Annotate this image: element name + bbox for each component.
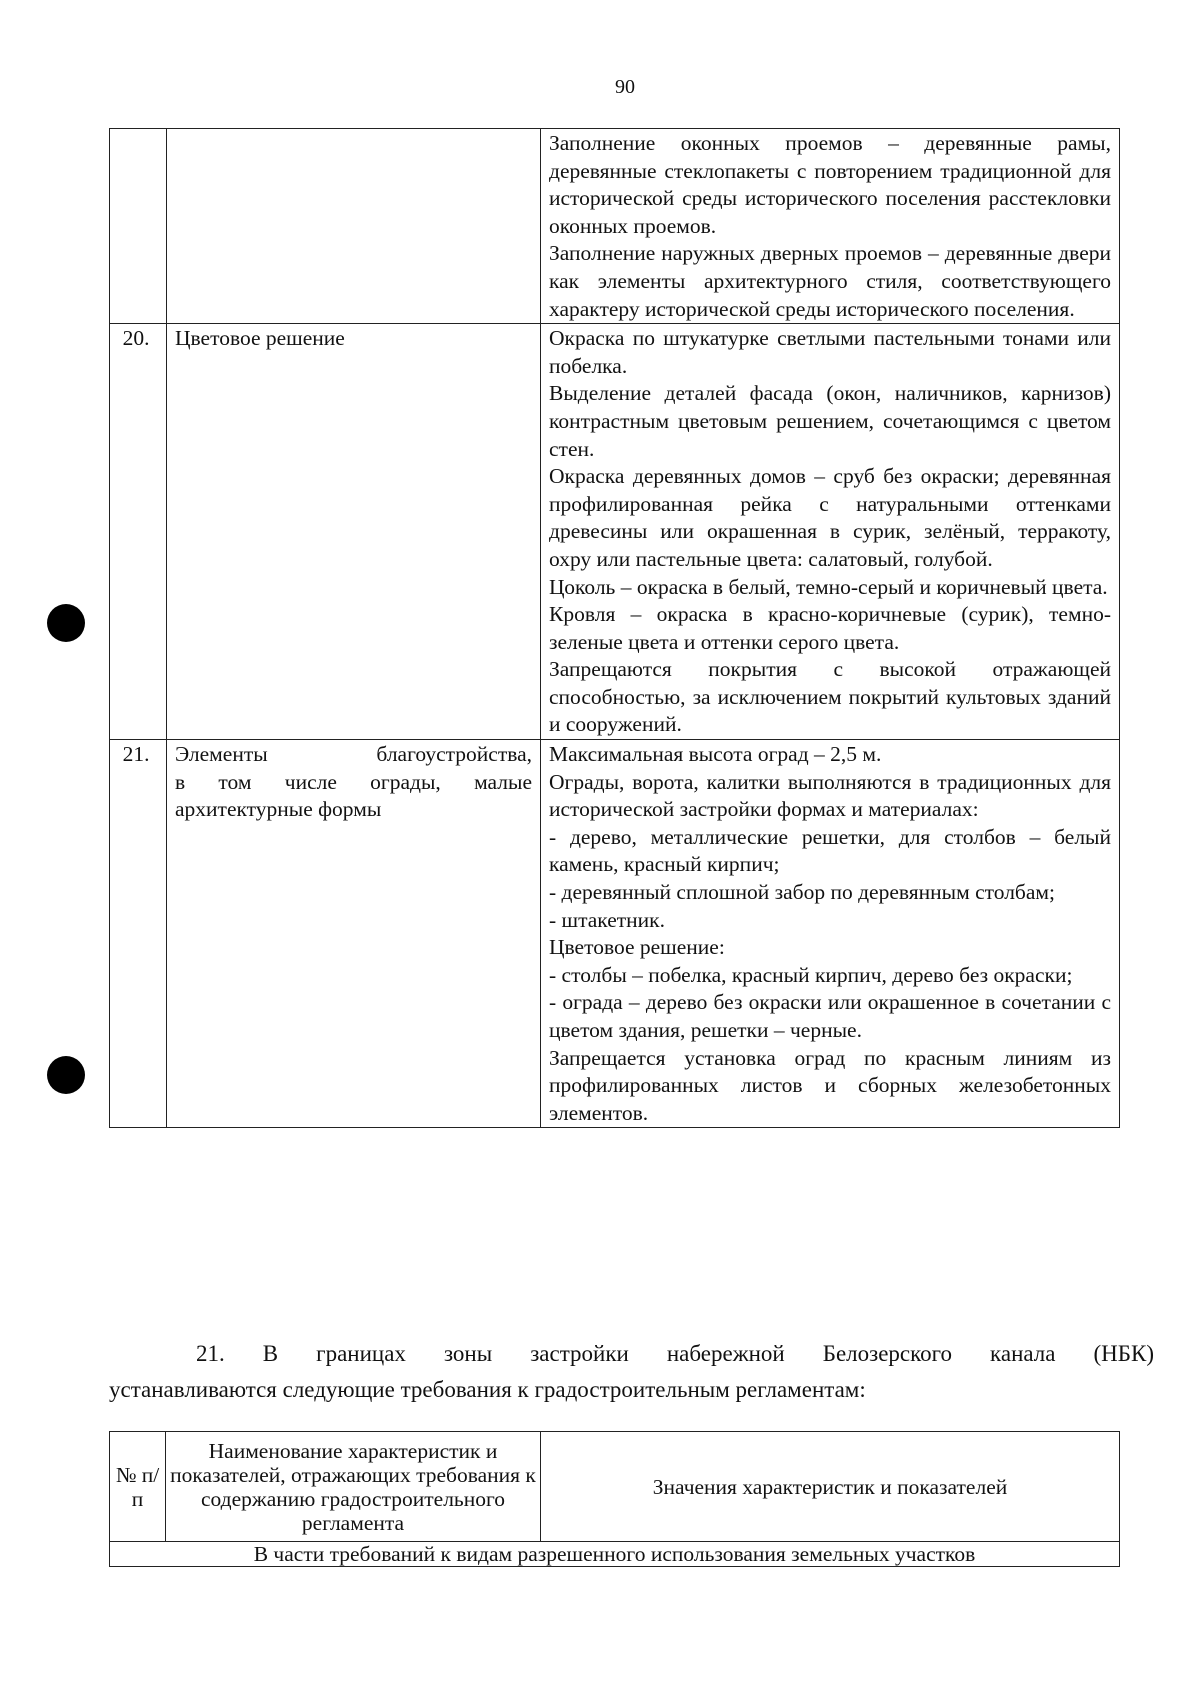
regulations-table <box>109 1431 1120 1567</box>
value-paragraph: Цоколь – окраска в белый, темно-серый и коричневый цвета. <box>549 574 1108 599</box>
value-paragraph: - дерево, металлические решетки, для столбов – белый камень, красный кирпич; <box>549 824 1111 877</box>
row-number <box>110 129 167 324</box>
row-value <box>541 324 1120 740</box>
value-paragraph: Запрещаются покрытия с высокой отражающей способностью, за исключением покрытий культовых зданий и сооружений. <box>549 657 1111 737</box>
paragraph-line: устанавливаются следующие требования к градостроительным регламентам: <box>109 1377 866 1402</box>
table-row <box>110 740 1120 1128</box>
requirements-table <box>109 128 1120 1128</box>
value-paragraph: Выделение деталей фасада (окон, наличников, карнизов) контрастным цветовым решением, сочетающимся с цветом стен. <box>549 381 1111 461</box>
row-number: 21. <box>110 740 167 1128</box>
paragraph-line: 21. В границах зоны застройки набережной Белозерского канала (НБК) <box>196 1341 1154 1366</box>
table-section-row <box>110 1542 1120 1567</box>
row-name <box>167 740 541 1128</box>
punch-hole-mark <box>47 604 85 642</box>
row-name-line: в том числе ограды, малые <box>175 769 532 794</box>
row-value <box>541 129 1120 324</box>
value-paragraph: Цветовое решение: <box>549 935 725 960</box>
value-paragraph: Максимальная высота оград – 2,5 м. <box>549 742 882 767</box>
value-paragraph: - столбы – побелка, красный кирпич, дерево без окраски; <box>549 962 1073 987</box>
row-name-line: Элементы благоустройства, <box>175 742 532 767</box>
punch-hole-mark <box>47 1056 85 1094</box>
value-paragraph: - деревянный сплошной забор по деревянным столбам; <box>549 880 1055 905</box>
table-row <box>110 129 1120 324</box>
page-number: 90 <box>615 76 635 98</box>
value-paragraph: Окраска деревянных домов – сруб без окраски; деревянная профилированная рейка с натуральными оттенками древесины или окрашенная в сурик, зелёный, терракоту, охру или пастельные цвета: салатовый, голубой. <box>549 464 1111 571</box>
row-value <box>541 740 1120 1128</box>
value-paragraph: - штакетник. <box>549 907 665 932</box>
value-paragraph: Ограды, ворота, калитки выполняются в традиционных для исторической застройки формах и материалах: <box>549 769 1111 822</box>
body-paragraph <box>109 1336 1154 1408</box>
value-paragraph: Заполнение наружных дверных проемов – деревянные двери как элементы архитектурного стиля, соответствующего характеру исторической среды исторического поселения. <box>549 241 1111 321</box>
table-header-row <box>110 1432 1120 1542</box>
column-header-name: Наименование характеристик и показателей, отражающих требования к содержанию градостроительного регламента <box>166 1432 541 1542</box>
section-heading: В части требований к видам разрешенного использования земельных участков <box>110 1542 1120 1567</box>
table-row <box>110 324 1120 740</box>
column-header-number: № п/п <box>110 1432 166 1542</box>
value-paragraph: Заполнение оконных проемов – деревянные рамы, деревянные стеклопакеты с повторением традиционной для исторической среды исторического поселения расстекловки оконных проемов. <box>549 131 1111 238</box>
value-paragraph: - ограда – дерево без окраски или окрашенное в сочетании с цветом здания, решетки – черные. <box>549 990 1111 1042</box>
value-paragraph: Запрещается установка оград по красным линиям из профилированных листов и сборных железобетонных элементов. <box>549 1045 1111 1125</box>
row-name <box>167 129 541 324</box>
column-header-values: Значения характеристик и показателей <box>541 1432 1120 1542</box>
value-paragraph: Кровля – окраска в красно-коричневые (сурик), темно-зеленые цвета и оттенки серого цвета. <box>549 602 1111 654</box>
row-name: Цветовое решение <box>167 324 541 740</box>
row-number: 20. <box>110 324 167 740</box>
row-name-line: архитектурные формы <box>175 797 382 822</box>
value-paragraph: Окраска по штукатурке светлыми пастельными тонами или побелка. <box>549 326 1111 378</box>
